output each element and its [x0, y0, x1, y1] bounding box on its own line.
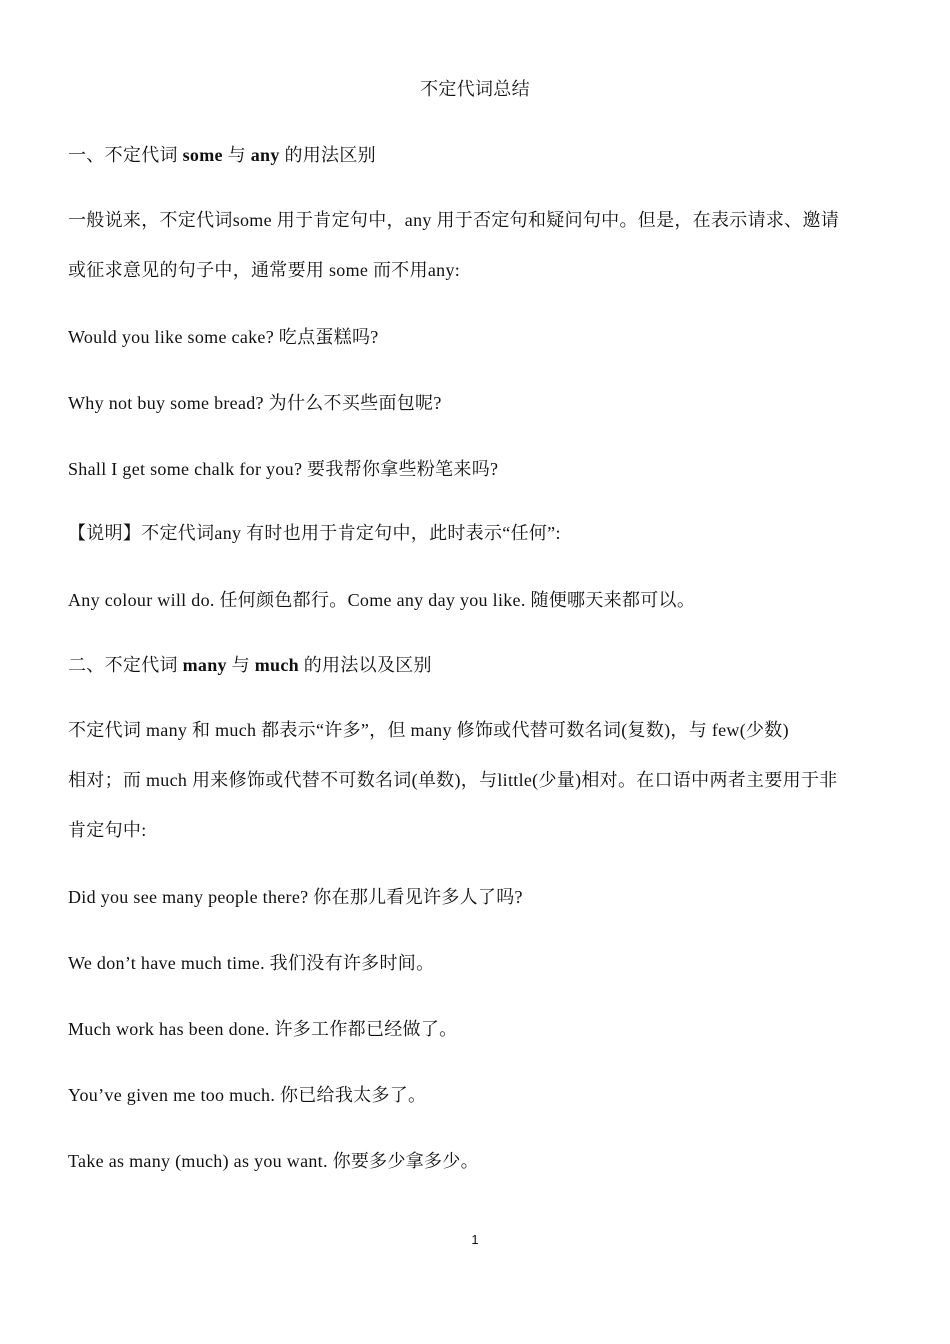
- section2-heading-suffix: 的用法以及区别: [298, 655, 432, 675]
- section1-heading-mid: 与: [222, 145, 251, 165]
- section2-example-2: We don’t have much time. 我们没有许多时间。: [68, 953, 435, 973]
- page-title: 不定代词总结: [420, 79, 530, 99]
- section2-paragraph-line1: 不定代词 many 和 much 都表示“许多”，但 many 修饰或代替可数名词(复数)，与 few(少数): [68, 720, 789, 740]
- section1-note: 【说明】不定代词any 有时也用于肯定句中，此时表示“任何”:: [68, 523, 561, 543]
- section1-paragraph-line1: 一般说来，不定代词some 用于肯定句中，any 用于否定句和疑问句中。但是，在表示请求、邀请: [68, 210, 840, 230]
- section1-keyword-any: any: [250, 145, 280, 165]
- page-number: 1: [471, 1232, 479, 1247]
- section2-paragraph-line3: 肯定句中:: [68, 820, 147, 840]
- section1-keyword-some: some: [182, 145, 223, 165]
- section1-heading-prefix: 一、不定代词: [68, 145, 183, 165]
- section1-example-4: Any colour will do. 任何颜色都行。Come any day you like. 随便哪天来都可以。: [68, 590, 696, 610]
- section2-keyword-many: many: [182, 655, 227, 675]
- section1-example-1: Would you like some cake? 吃点蛋糕吗?: [68, 327, 379, 347]
- section2-example-3: Much work has been done. 许多工作都已经做了。: [68, 1019, 458, 1039]
- section2-example-5: Take as many (much) as you want. 你要多少拿多少。: [68, 1151, 479, 1171]
- section1-paragraph-line2: 或征求意见的句子中，通常要用 some 而不用any:: [68, 260, 461, 280]
- section2-heading-mid: 与: [226, 655, 255, 675]
- section2-example-1: Did you see many people there? 你在那儿看见许多人了吗?: [68, 887, 523, 907]
- section2-keyword-much: much: [254, 655, 299, 675]
- section2-heading-prefix: 二、不定代词: [68, 655, 183, 675]
- section1-example-3: Shall I get some chalk for you? 要我帮你拿些粉笔来吗?: [68, 459, 499, 479]
- section1-example-2: Why not buy some bread? 为什么不买些面包呢?: [68, 393, 442, 413]
- section1-heading-suffix: 的用法区别: [279, 145, 376, 165]
- section1-heading: [68, 143, 882, 167]
- section2-paragraph-line2: 相对；而 much 用来修饰或代替不可数名词(单数)，与little(少量)相对。在口语中两者主要用于非: [68, 770, 838, 790]
- section2-example-4: You’ve given me too much. 你已给我太多了。: [68, 1085, 427, 1105]
- section2-heading: [68, 653, 882, 677]
